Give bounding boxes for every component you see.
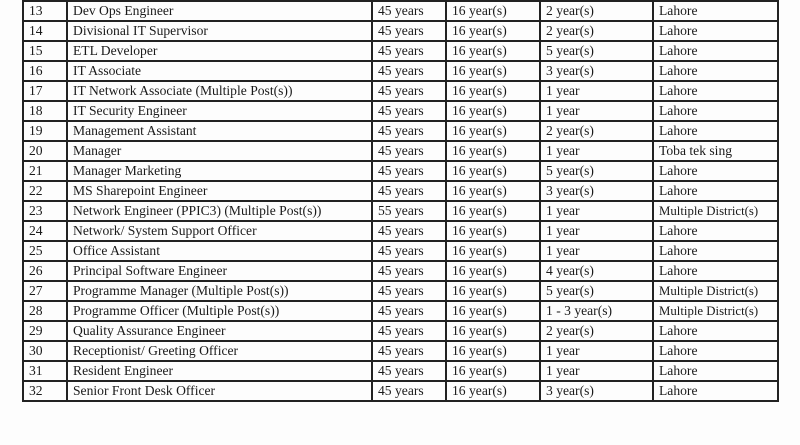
experience-cell: 3 year(s) [540, 381, 653, 401]
education-cell: 16 year(s) [446, 41, 540, 61]
max-age-cell: 45 years [372, 141, 446, 161]
experience-cell: 1 year [540, 341, 653, 361]
table-row [23, 61, 778, 81]
max-age-cell: 45 years [372, 261, 446, 281]
location-cell: Lahore [653, 61, 778, 81]
max-age-cell: 45 years [372, 321, 446, 341]
table-row [23, 21, 778, 41]
table-row [23, 81, 778, 101]
education-cell: 16 year(s) [446, 61, 540, 81]
max-age-cell: 45 years [372, 221, 446, 241]
table-row [23, 221, 778, 241]
table-row [23, 121, 778, 141]
location-cell: Lahore [653, 81, 778, 101]
post-title-cell: IT Security Engineer [67, 101, 372, 121]
table-row [23, 181, 778, 201]
serial-number-cell: 24 [23, 221, 67, 241]
serial-number-cell: 14 [23, 21, 67, 41]
table-row [23, 41, 778, 61]
post-title-cell: Quality Assurance Engineer [67, 321, 372, 341]
location-cell: Lahore [653, 41, 778, 61]
education-cell: 16 year(s) [446, 341, 540, 361]
experience-cell: 4 year(s) [540, 261, 653, 281]
max-age-cell: 45 years [372, 301, 446, 321]
post-title-cell: Office Assistant [67, 241, 372, 261]
education-cell: 16 year(s) [446, 241, 540, 261]
location-cell: Lahore [653, 321, 778, 341]
location-cell: Multiple District(s) [653, 301, 778, 321]
location-cell: Lahore [653, 241, 778, 261]
experience-cell: 1 year [540, 221, 653, 241]
post-title-cell: Management Assistant [67, 121, 372, 141]
serial-number-cell: 32 [23, 381, 67, 401]
post-title-cell: Principal Software Engineer [67, 261, 372, 281]
serial-number-cell: 19 [23, 121, 67, 141]
education-cell: 16 year(s) [446, 361, 540, 381]
experience-cell: 2 year(s) [540, 121, 653, 141]
post-title-cell: Programme Officer (Multiple Post(s)) [67, 301, 372, 321]
post-title-cell: Dev Ops Engineer [67, 1, 372, 21]
experience-cell: 1 year [540, 201, 653, 221]
experience-cell: 2 year(s) [540, 321, 653, 341]
education-cell: 16 year(s) [446, 181, 540, 201]
post-title-cell: MS Sharepoint Engineer [67, 181, 372, 201]
experience-cell: 1 year [540, 241, 653, 261]
table-row [23, 101, 778, 121]
education-cell: 16 year(s) [446, 201, 540, 221]
post-title-cell: IT Network Associate (Multiple Post(s)) [67, 81, 372, 101]
post-title-cell: Senior Front Desk Officer [67, 381, 372, 401]
max-age-cell: 45 years [372, 381, 446, 401]
location-cell: Lahore [653, 341, 778, 361]
education-cell: 16 year(s) [446, 141, 540, 161]
post-title-cell: IT Associate [67, 61, 372, 81]
education-cell: 16 year(s) [446, 101, 540, 121]
post-title-cell: Programme Manager (Multiple Post(s)) [67, 281, 372, 301]
experience-cell: 1 year [540, 141, 653, 161]
education-cell: 16 year(s) [446, 221, 540, 241]
experience-cell: 1 year [540, 81, 653, 101]
serial-number-cell: 17 [23, 81, 67, 101]
post-title-cell: Divisional IT Supervisor [67, 21, 372, 41]
location-cell: Lahore [653, 101, 778, 121]
max-age-cell: 45 years [372, 181, 446, 201]
max-age-cell: 45 years [372, 101, 446, 121]
location-cell: Multiple District(s) [653, 201, 778, 221]
max-age-cell: 55 years [372, 201, 446, 221]
experience-cell: 3 year(s) [540, 61, 653, 81]
serial-number-cell: 25 [23, 241, 67, 261]
serial-number-cell: 31 [23, 361, 67, 381]
max-age-cell: 45 years [372, 1, 446, 21]
serial-number-cell: 30 [23, 341, 67, 361]
serial-number-cell: 22 [23, 181, 67, 201]
education-cell: 16 year(s) [446, 321, 540, 341]
table-row [23, 281, 778, 301]
experience-cell: 2 year(s) [540, 1, 653, 21]
experience-cell: 5 year(s) [540, 161, 653, 181]
table-row [23, 241, 778, 261]
experience-cell: 1 year [540, 361, 653, 381]
post-title-cell: Receptionist/ Greeting Officer [67, 341, 372, 361]
education-cell: 16 year(s) [446, 121, 540, 141]
experience-cell: 2 year(s) [540, 21, 653, 41]
education-cell: 16 year(s) [446, 1, 540, 21]
serial-number-cell: 20 [23, 141, 67, 161]
table-row [23, 1, 778, 21]
location-cell: Lahore [653, 161, 778, 181]
education-cell: 16 year(s) [446, 161, 540, 181]
max-age-cell: 45 years [372, 41, 446, 61]
location-cell: Lahore [653, 221, 778, 241]
table-row [23, 261, 778, 281]
post-title-cell: Resident Engineer [67, 361, 372, 381]
serial-number-cell: 21 [23, 161, 67, 181]
serial-number-cell: 18 [23, 101, 67, 121]
serial-number-cell: 28 [23, 301, 67, 321]
serial-number-cell: 29 [23, 321, 67, 341]
education-cell: 16 year(s) [446, 281, 540, 301]
location-cell: Multiple District(s) [653, 281, 778, 301]
table-row [23, 201, 778, 221]
table-row [23, 141, 778, 161]
post-title-cell: Manager [67, 141, 372, 161]
location-cell: Lahore [653, 121, 778, 141]
table-row [23, 301, 778, 321]
serial-number-cell: 23 [23, 201, 67, 221]
location-cell: Lahore [653, 381, 778, 401]
experience-cell: 5 year(s) [540, 41, 653, 61]
max-age-cell: 45 years [372, 241, 446, 261]
location-cell: Lahore [653, 1, 778, 21]
serial-number-cell: 13 [23, 1, 67, 21]
serial-number-cell: 27 [23, 281, 67, 301]
table-row [23, 161, 778, 181]
location-cell: Lahore [653, 361, 778, 381]
education-cell: 16 year(s) [446, 81, 540, 101]
table-row [23, 321, 778, 341]
location-cell: Lahore [653, 261, 778, 281]
education-cell: 16 year(s) [446, 261, 540, 281]
location-cell: Lahore [653, 21, 778, 41]
location-cell: Toba tek sing [653, 141, 778, 161]
education-cell: 16 year(s) [446, 381, 540, 401]
serial-number-cell: 16 [23, 61, 67, 81]
location-cell: Lahore [653, 181, 778, 201]
experience-cell: 3 year(s) [540, 181, 653, 201]
max-age-cell: 45 years [372, 281, 446, 301]
jobs-table-body [23, 1, 778, 401]
max-age-cell: 45 years [372, 161, 446, 181]
max-age-cell: 45 years [372, 81, 446, 101]
experience-cell: 1 year [540, 101, 653, 121]
experience-cell: 5 year(s) [540, 281, 653, 301]
max-age-cell: 45 years [372, 341, 446, 361]
jobs-table [22, 0, 779, 402]
education-cell: 16 year(s) [446, 301, 540, 321]
post-title-cell: ETL Developer [67, 41, 372, 61]
max-age-cell: 45 years [372, 21, 446, 41]
table-row [23, 381, 778, 401]
serial-number-cell: 26 [23, 261, 67, 281]
education-cell: 16 year(s) [446, 21, 540, 41]
max-age-cell: 45 years [372, 61, 446, 81]
serial-number-cell: 15 [23, 41, 67, 61]
experience-cell: 1 - 3 year(s) [540, 301, 653, 321]
post-title-cell: Manager Marketing [67, 161, 372, 181]
post-title-cell: Network Engineer (PPIC3) (Multiple Post(s)) [67, 201, 372, 221]
max-age-cell: 45 years [372, 121, 446, 141]
table-row [23, 341, 778, 361]
max-age-cell: 45 years [372, 361, 446, 381]
post-title-cell: Network/ System Support Officer [67, 221, 372, 241]
table-row [23, 361, 778, 381]
